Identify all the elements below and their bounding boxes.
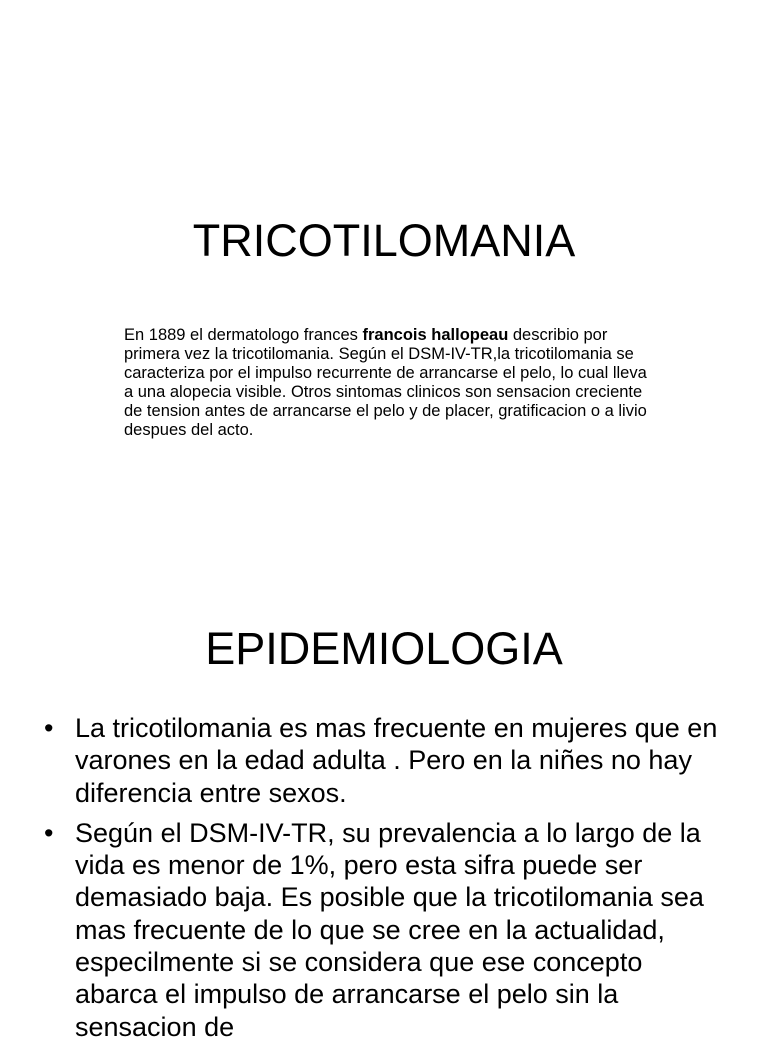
intro-author-name: francois hallopeau (362, 326, 509, 344)
intro-text-start: En 1889 el dermatologo frances (124, 326, 363, 344)
intro-text-rest: describio por primera vez la tricotilomania. Según el DSM-IV-TR,la tricotilomania se caracteriza por el impulso recurrente de arrancarse el pelo, lo cual lleva a una alopecia visible. Otros sintomas clinicos son sensacion creciente de tension antes de arrancarse el pelo y de placer, gratificacion o a livio despues del acto. (124, 326, 647, 439)
bullet-item (44, 712, 724, 809)
bullet-list (44, 712, 724, 1051)
bullet-item (44, 817, 724, 1043)
slide-title: EPIDEMIOLOGIA (205, 623, 563, 674)
slide-title: TRICOTILOMANIA (192, 215, 576, 266)
slide-epidemiologia (0, 512, 768, 1042)
bullet-text: Según el DSM-IV-TR, su prevalencia a lo largo de la vida es menor de 1%, pero esta sifra puede ser demasiado baja. Es posible que la tricotilomania sea mas frecuente de lo que se cree en la actualidad, especilmente si se considera que ese concepto abarca el impulso de arrancarse el pelo sin la sensacion de (75, 817, 704, 1042)
slide-tricotilomania (0, 0, 768, 512)
bullet-marker: • (44, 817, 54, 848)
bullet-marker: • (44, 713, 54, 743)
bullet-text: La tricotilomania es mas frecuente en mujeres que en varones en la edad adulta . Pero en la niñes no hay diferencia entre sexos. (75, 713, 718, 808)
intro-paragraph (124, 326, 654, 440)
